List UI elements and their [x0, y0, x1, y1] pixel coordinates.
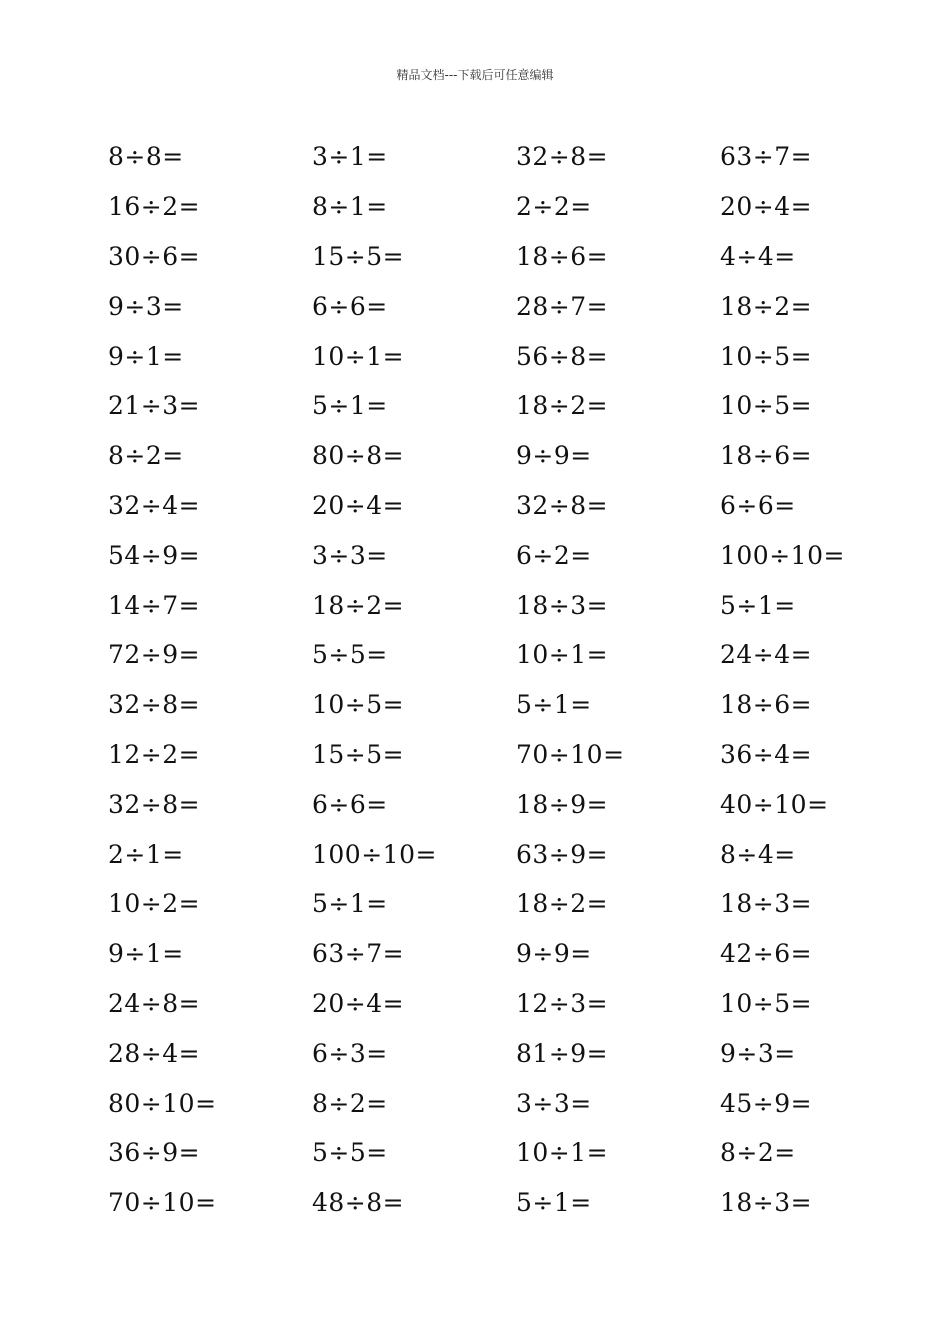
- division-problem: 100÷10=: [720, 540, 845, 570]
- division-problem: 10÷5=: [720, 391, 813, 421]
- division-problem: 18÷2=: [720, 291, 813, 321]
- division-problem: 40÷10=: [720, 789, 829, 819]
- division-problem: 18÷9=: [516, 789, 609, 819]
- problem-row: [108, 929, 924, 979]
- division-problem: 63÷7=: [312, 939, 405, 969]
- division-problem: 70÷10=: [108, 1188, 217, 1218]
- division-problem: 9÷1=: [108, 341, 184, 371]
- division-problem: 10÷5=: [312, 690, 405, 720]
- division-problem: 9÷1=: [108, 939, 184, 969]
- division-problem: 28÷7=: [516, 291, 609, 321]
- division-problem: 20÷4=: [312, 988, 405, 1018]
- division-problem: 32÷8=: [516, 142, 609, 172]
- division-problem: 45÷9=: [720, 1088, 813, 1118]
- problem-row: [108, 979, 924, 1029]
- problem-row: [108, 680, 924, 730]
- division-problem: 63÷7=: [720, 142, 813, 172]
- problem-row: [108, 381, 924, 431]
- division-problem: 32÷4=: [108, 490, 201, 520]
- division-problem: 18÷2=: [312, 590, 405, 620]
- division-problem: 12÷3=: [516, 988, 609, 1018]
- division-problem: 15÷5=: [312, 241, 405, 271]
- division-problem: 48÷8=: [312, 1188, 405, 1218]
- division-problem: 24÷8=: [108, 988, 201, 1018]
- division-problem: 6÷6=: [312, 291, 388, 321]
- division-problem: 32÷8=: [108, 789, 201, 819]
- division-problem: 80÷8=: [312, 441, 405, 471]
- division-problem: 2÷2=: [516, 192, 592, 222]
- division-problem: 3÷3=: [312, 540, 388, 570]
- division-problem: 8÷2=: [312, 1088, 388, 1118]
- problem-row: [108, 431, 924, 481]
- problem-row: [108, 281, 924, 331]
- problem-row: [108, 630, 924, 680]
- division-problem: 20÷4=: [312, 490, 405, 520]
- division-problem: 56÷8=: [516, 341, 609, 371]
- division-problem: 72÷9=: [108, 640, 201, 670]
- division-problem: 6÷3=: [312, 1038, 388, 1068]
- division-problem: 18÷6=: [720, 690, 813, 720]
- division-problem: 24÷4=: [720, 640, 813, 670]
- division-problem: 5÷5=: [312, 1138, 388, 1168]
- division-problem: 9÷3=: [108, 291, 184, 321]
- problem-row: [108, 879, 924, 929]
- division-problem: 5÷1=: [312, 391, 388, 421]
- problem-row: [108, 580, 924, 630]
- problem-row: [108, 232, 924, 282]
- division-problem: 18÷3=: [720, 889, 813, 919]
- problem-row: [108, 132, 924, 182]
- division-problem: 6÷6=: [312, 789, 388, 819]
- division-problem: 12÷2=: [108, 739, 201, 769]
- division-problem: 81÷9=: [516, 1038, 609, 1068]
- problem-row: [108, 331, 924, 381]
- division-problem: 8÷1=: [312, 192, 388, 222]
- division-problem: 70÷10=: [516, 739, 625, 769]
- division-problem: 3÷3=: [516, 1088, 592, 1118]
- problem-row: [108, 1128, 924, 1178]
- problem-row: [108, 730, 924, 780]
- division-problem: 10÷1=: [516, 640, 609, 670]
- division-problem: 5÷1=: [516, 690, 592, 720]
- division-problem: 100÷10=: [312, 839, 437, 869]
- division-problem: 10÷1=: [516, 1138, 609, 1168]
- division-problem: 32÷8=: [108, 690, 201, 720]
- division-problem: 14÷7=: [108, 590, 201, 620]
- division-problem: 3÷1=: [312, 142, 388, 172]
- problem-row: [108, 1028, 924, 1078]
- division-problem: 5÷1=: [720, 590, 796, 620]
- division-problem: 15÷5=: [312, 739, 405, 769]
- problem-grid: [108, 132, 924, 1228]
- division-problem: 6÷6=: [720, 490, 796, 520]
- division-problem: 42÷6=: [720, 939, 813, 969]
- division-problem: 18÷3=: [720, 1188, 813, 1218]
- division-problem: 20÷4=: [720, 192, 813, 222]
- division-problem: 21÷3=: [108, 391, 201, 421]
- division-problem: 36÷4=: [720, 739, 813, 769]
- page-header: 精品文档---下载后可任意编辑: [396, 68, 554, 82]
- problem-row: [108, 530, 924, 580]
- division-problem: 18÷6=: [720, 441, 813, 471]
- division-problem: 9÷3=: [720, 1038, 796, 1068]
- division-problem: 5÷1=: [312, 889, 388, 919]
- division-problem: 10÷2=: [108, 889, 201, 919]
- division-problem: 63÷9=: [516, 839, 609, 869]
- problem-row: [108, 1078, 924, 1128]
- division-problem: 8÷2=: [108, 441, 184, 471]
- division-problem: 18÷2=: [516, 889, 609, 919]
- problem-row: [108, 829, 924, 879]
- division-problem: 5÷1=: [516, 1188, 592, 1218]
- division-problem: 10÷1=: [312, 341, 405, 371]
- division-problem: 18÷2=: [516, 391, 609, 421]
- division-problem: 30÷6=: [108, 241, 201, 271]
- division-problem: 4÷4=: [720, 241, 796, 271]
- division-problem: 8÷8=: [108, 142, 184, 172]
- division-problem: 9÷9=: [516, 939, 592, 969]
- division-problem: 32÷8=: [516, 490, 609, 520]
- division-problem: 54÷9=: [108, 540, 201, 570]
- division-problem: 80÷10=: [108, 1088, 217, 1118]
- problem-row: [108, 481, 924, 531]
- division-problem: 9÷9=: [516, 441, 592, 471]
- division-problem: 5÷5=: [312, 640, 388, 670]
- problem-row: [108, 182, 924, 232]
- division-problem: 8÷4=: [720, 839, 796, 869]
- division-problem: 2÷1=: [108, 839, 184, 869]
- problem-row: [108, 779, 924, 829]
- division-problem: 18÷6=: [516, 241, 609, 271]
- division-problem: 18÷3=: [516, 590, 609, 620]
- division-problem: 8÷2=: [720, 1138, 796, 1168]
- division-problem: 36÷9=: [108, 1138, 201, 1168]
- division-problem: 10÷5=: [720, 341, 813, 371]
- division-problem: 10÷5=: [720, 988, 813, 1018]
- problem-row: [108, 1178, 924, 1228]
- division-problem: 6÷2=: [516, 540, 592, 570]
- division-problem: 16÷2=: [108, 192, 201, 222]
- division-problem: 28÷4=: [108, 1038, 201, 1068]
